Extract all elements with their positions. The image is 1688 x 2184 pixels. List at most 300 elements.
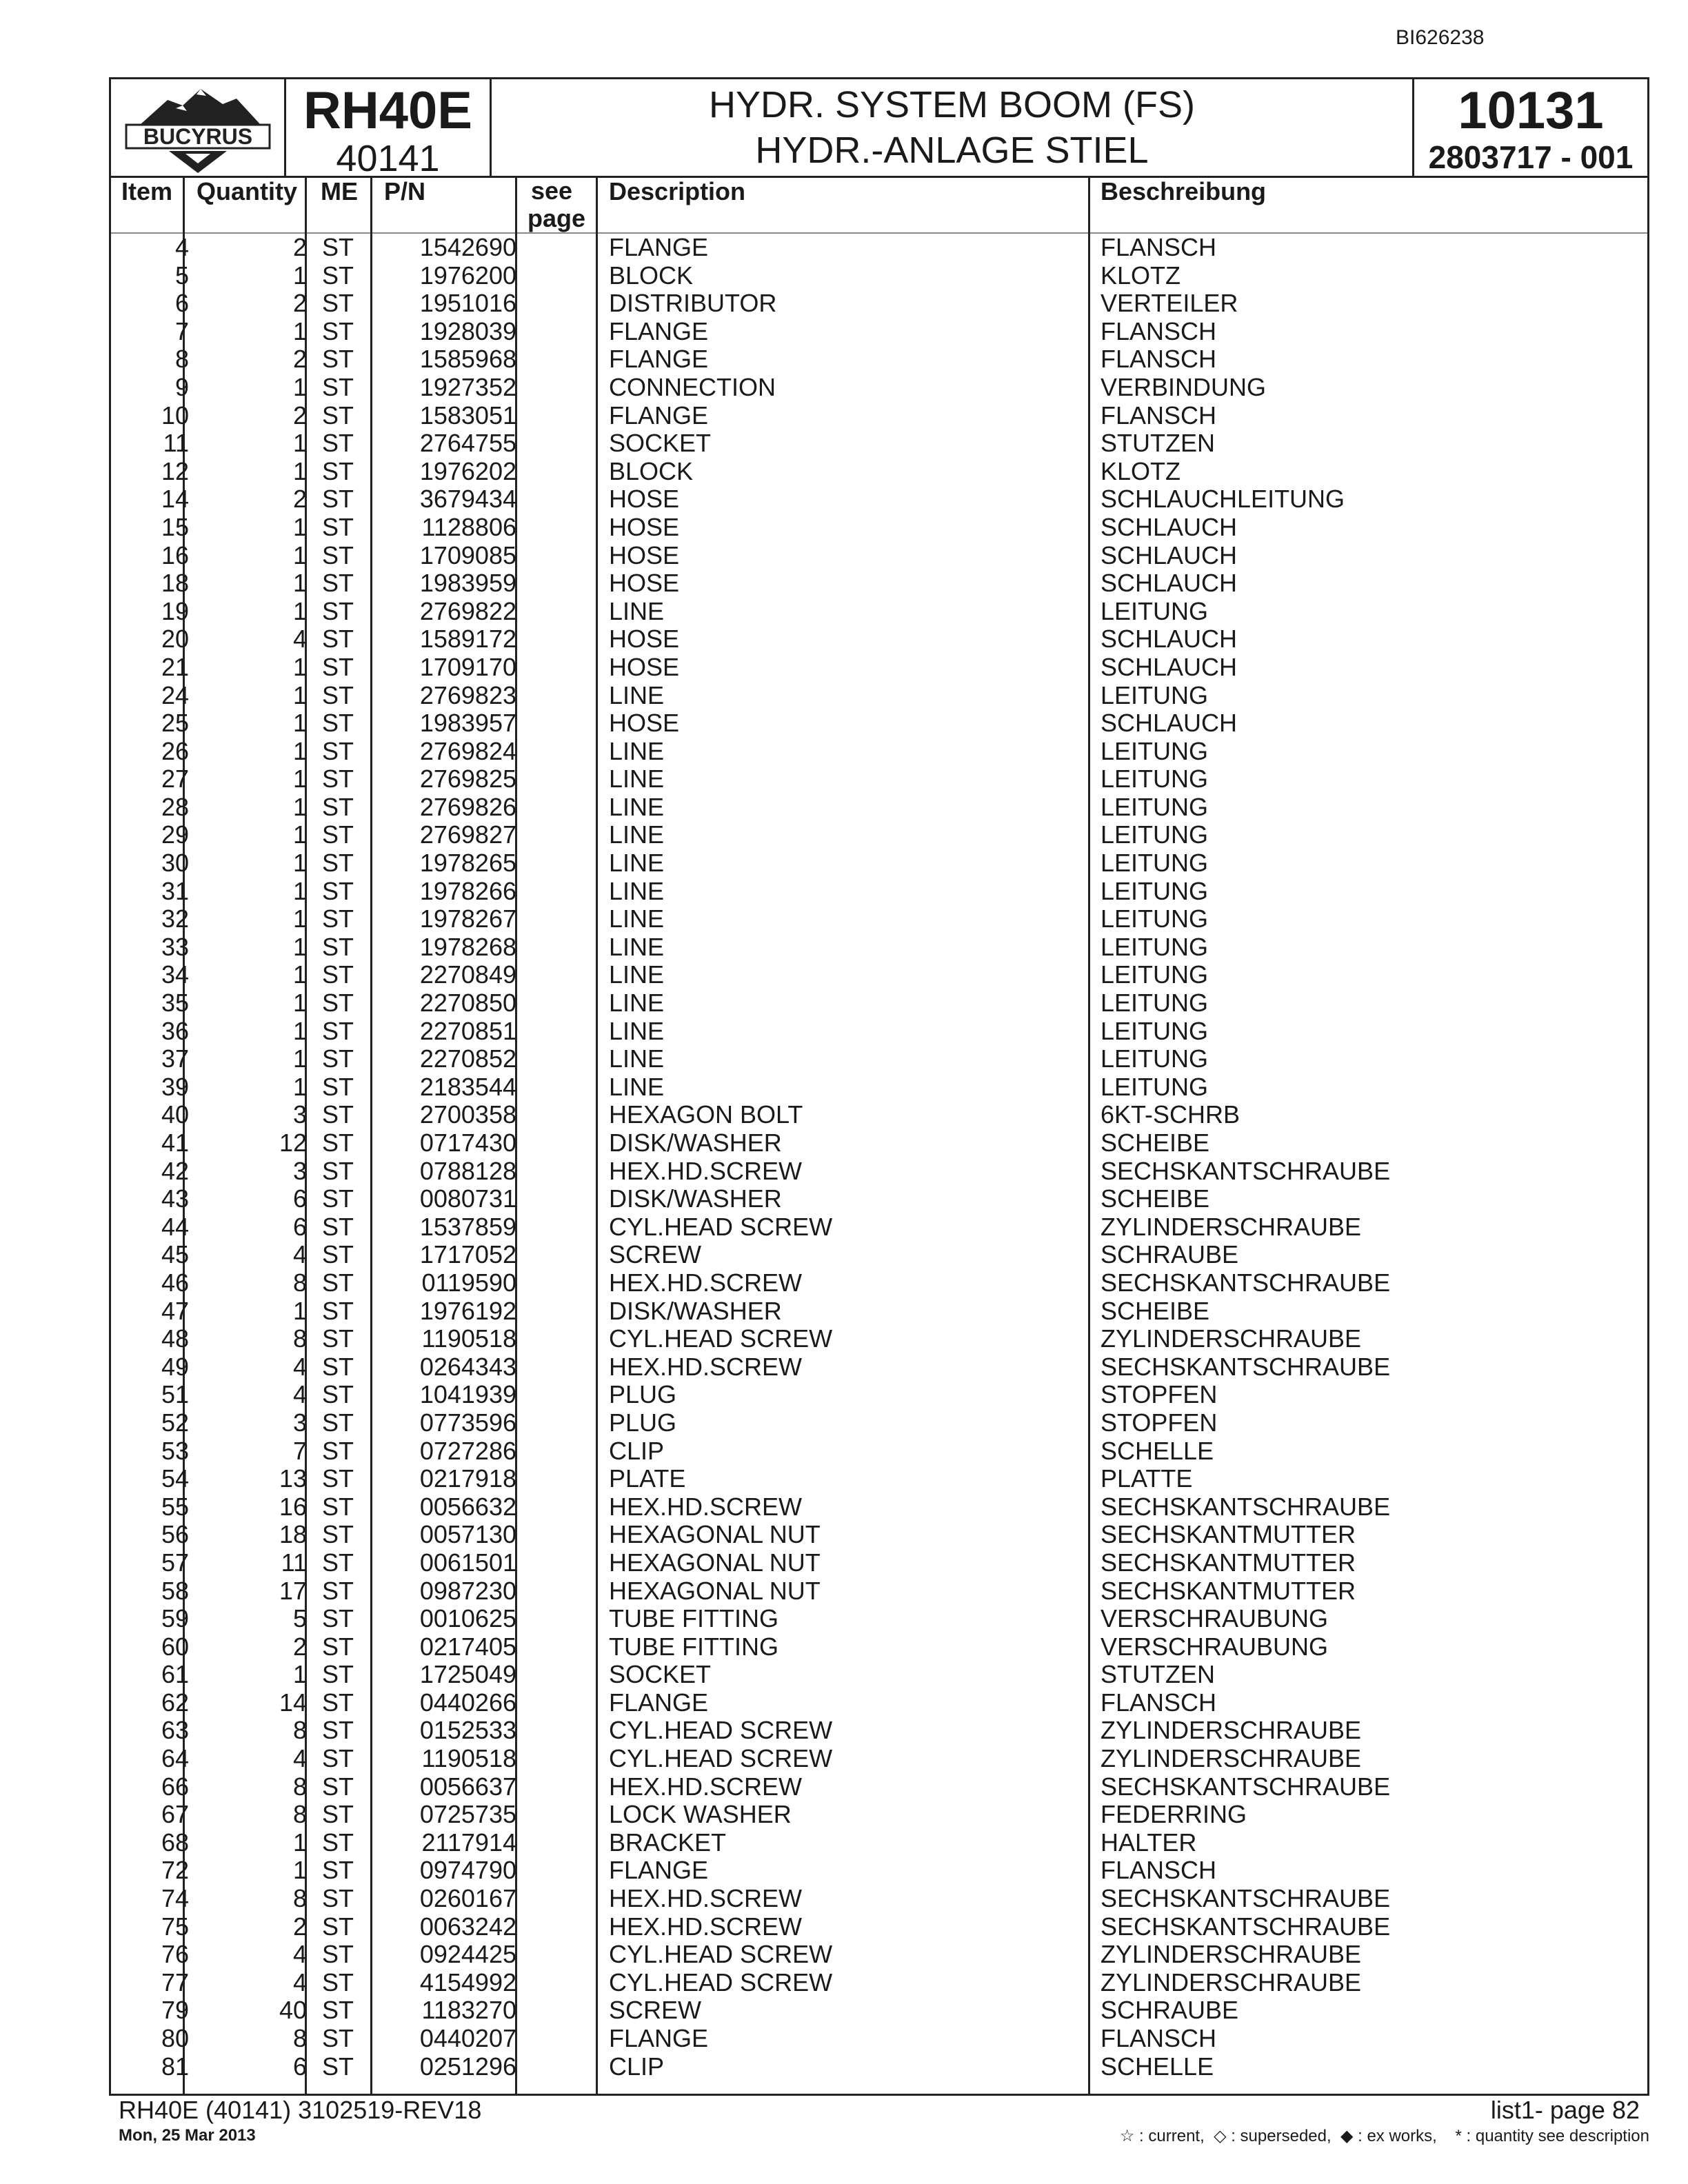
cell-beschreibung: ZYLINDERSCHRAUBE — [1101, 1744, 1362, 1773]
cell-description: LINE — [609, 989, 665, 1018]
cell-description: LINE — [609, 932, 665, 961]
table-row — [111, 1073, 1647, 1102]
cell-pn: 1709170 — [419, 652, 516, 681]
cell-me: ST — [322, 1828, 354, 1857]
cell-beschreibung: SECHSKANTMUTTER — [1101, 1576, 1356, 1605]
cell-beschreibung: LEITUNG — [1101, 1016, 1209, 1045]
cell-beschreibung: FLANSCH — [1101, 401, 1217, 429]
cell-quantity: 4 — [292, 1380, 307, 1409]
table-row — [111, 821, 1647, 849]
cell-item: 37 — [161, 1044, 189, 1073]
cell-pn: 1976202 — [419, 456, 516, 485]
cell-me: ST — [322, 876, 354, 905]
cell-me: ST — [322, 1324, 354, 1353]
cell-me: ST — [322, 1800, 354, 1829]
cell-item: 14 — [161, 485, 189, 514]
cell-beschreibung: LEITUNG — [1101, 932, 1209, 961]
cell-beschreibung: SECHSKANTSCHRAUBE — [1101, 1912, 1391, 1941]
cell-beschreibung: FLANSCH — [1101, 2024, 1217, 2052]
cell-quantity: 1 — [292, 765, 307, 793]
cell-quantity: 2 — [292, 1912, 307, 1941]
cell-me: ST — [322, 1548, 354, 1577]
table-row — [111, 849, 1647, 878]
table-row — [111, 1325, 1647, 1353]
table-row — [111, 738, 1647, 766]
cell-pn: 1589172 — [419, 625, 516, 654]
cell-item: 48 — [161, 1324, 189, 1353]
cell-quantity: 16 — [279, 1492, 307, 1521]
cell-pn: 1983957 — [419, 709, 516, 738]
table-row — [111, 1465, 1647, 1493]
cell-me: ST — [322, 849, 354, 878]
cell-pn: 2769826 — [419, 792, 516, 821]
cell-item: 15 — [161, 512, 189, 541]
table-row — [111, 374, 1647, 402]
cell-description: HEXAGON BOLT — [609, 1100, 803, 1129]
column-header-quantity: Quantity — [197, 177, 298, 205]
column-header-description: Description — [609, 177, 746, 205]
cell-description: LINE — [609, 849, 665, 878]
cell-beschreibung: ZYLINDERSCHRAUBE — [1101, 1968, 1362, 1996]
legend-ex-works: : ex works, — [1358, 2127, 1437, 2145]
cell-item: 24 — [161, 680, 189, 709]
parts-table-body — [111, 234, 1647, 2081]
cell-quantity: 2 — [292, 485, 307, 514]
cell-item: 72 — [161, 1856, 189, 1885]
cell-pn: 1717052 — [419, 1240, 516, 1269]
cell-description: LOCK WASHER — [609, 1800, 792, 1829]
cell-description: CYL.HEAD SCREW — [609, 1968, 833, 1996]
cell-beschreibung: HALTER — [1101, 1828, 1197, 1857]
cell-item: 51 — [161, 1380, 189, 1409]
cell-quantity: 1 — [292, 989, 307, 1018]
cell-description: HOSE — [609, 709, 680, 738]
cell-me: ST — [322, 429, 354, 458]
cell-description: BLOCK — [609, 261, 694, 290]
table-row — [111, 765, 1647, 793]
cell-beschreibung: LEITUNG — [1101, 596, 1209, 625]
cell-beschreibung: SECHSKANTSCHRAUBE — [1101, 1156, 1391, 1185]
table-row — [111, 1101, 1647, 1129]
cell-me: ST — [322, 233, 354, 261]
table-row — [111, 1577, 1647, 1606]
cell-pn: 1542690 — [419, 233, 516, 261]
cell-item: 81 — [161, 2052, 189, 2081]
cell-pn: 1976192 — [419, 1296, 516, 1325]
cell-me: ST — [322, 1184, 354, 1213]
cell-me: ST — [322, 1912, 354, 1941]
table-row — [111, 234, 1647, 262]
table-row — [111, 1297, 1647, 1326]
cell-item: 45 — [161, 1240, 189, 1269]
cell-pn: 2769824 — [419, 736, 516, 765]
cell-me: ST — [322, 1940, 354, 1969]
cell-description: HEX.HD.SCREW — [609, 1268, 803, 1297]
cell-beschreibung: KLOTZ — [1101, 261, 1181, 290]
cell-description: FLANGE — [609, 401, 709, 429]
legend-quantity-note: * : quantity see description — [1455, 2127, 1649, 2145]
cell-description: HEXAGONAL NUT — [609, 1548, 821, 1577]
cell-me: ST — [322, 1044, 354, 1073]
page-title-de: HYDR.-ANLAGE STIEL — [755, 130, 1149, 171]
cell-description: LINE — [609, 792, 665, 821]
cell-quantity: 2 — [292, 289, 307, 318]
table-row — [111, 1745, 1647, 1773]
cell-quantity: 3 — [292, 1408, 307, 1437]
cell-item: 10 — [161, 401, 189, 429]
cell-item: 7 — [174, 316, 189, 345]
cell-description: HOSE — [609, 569, 680, 598]
cell-quantity: 1 — [292, 540, 307, 569]
cell-item: 74 — [161, 1884, 189, 1913]
cell-pn: 1585968 — [419, 345, 516, 374]
cell-pn: 0987230 — [419, 1576, 516, 1605]
cell-quantity: 40 — [279, 1996, 307, 2025]
cell-me: ST — [322, 1072, 354, 1101]
footer-legend — [1120, 2126, 1649, 2146]
cell-item: 16 — [161, 540, 189, 569]
cell-description: CONNECTION — [609, 372, 776, 401]
table-row — [111, 2025, 1647, 2053]
cell-me: ST — [322, 1884, 354, 1913]
cell-beschreibung: LEITUNG — [1101, 765, 1209, 793]
cell-beschreibung: FLANSCH — [1101, 1856, 1217, 1885]
table-row — [111, 1801, 1647, 1829]
cell-quantity: 1 — [292, 904, 307, 933]
cell-pn: 0717430 — [419, 1129, 516, 1157]
cell-beschreibung: LEITUNG — [1101, 960, 1209, 989]
cell-quantity: 14 — [279, 1688, 307, 1717]
cell-me: ST — [322, 652, 354, 681]
cell-pn: 1976200 — [419, 261, 516, 290]
table-row — [111, 1129, 1647, 1157]
title-cell — [492, 79, 1414, 176]
cell-pn: 1978266 — [419, 876, 516, 905]
cell-description: SOCKET — [609, 1660, 712, 1689]
cell-item: 31 — [161, 876, 189, 905]
cell-me: ST — [322, 1268, 354, 1297]
table-row — [111, 1269, 1647, 1297]
cell-item: 42 — [161, 1156, 189, 1185]
table-row — [111, 682, 1647, 710]
cell-quantity: 11 — [281, 1548, 307, 1577]
cell-quantity: 1 — [292, 876, 307, 905]
cell-description: LINE — [609, 820, 665, 849]
cell-beschreibung: FLANSCH — [1101, 233, 1217, 261]
parts-sheet — [109, 77, 1649, 2096]
cell-quantity: 17 — [279, 1576, 307, 1605]
cell-beschreibung: SCHEIBE — [1101, 1129, 1210, 1157]
cell-quantity: 1 — [292, 1856, 307, 1885]
cell-quantity: 3 — [292, 1100, 307, 1129]
cell-pn: 0725735 — [419, 1800, 516, 1829]
cell-me: ST — [322, 456, 354, 485]
table-row — [111, 961, 1647, 989]
cell-item: 56 — [161, 1520, 189, 1549]
cell-me: ST — [322, 1240, 354, 1269]
table-row — [111, 625, 1647, 654]
cell-description: LINE — [609, 680, 665, 709]
cell-me: ST — [322, 1604, 354, 1633]
cell-me: ST — [322, 512, 354, 541]
cell-item: 46 — [161, 1268, 189, 1297]
column-header-beschreibung: Beschreibung — [1101, 177, 1267, 205]
cell-pn: 0061501 — [419, 1548, 516, 1577]
table-row — [111, 598, 1647, 626]
cell-me: ST — [322, 1100, 354, 1129]
table-row — [111, 793, 1647, 822]
cell-pn: 0974790 — [419, 1856, 516, 1885]
cell-me: ST — [322, 1660, 354, 1689]
cell-pn: 0217405 — [419, 1632, 516, 1661]
table-row — [111, 1213, 1647, 1242]
cell-me: ST — [322, 1016, 354, 1045]
table-row — [111, 1493, 1647, 1521]
cell-description: HOSE — [609, 540, 680, 569]
cell-me: ST — [322, 569, 354, 598]
cell-item: 27 — [161, 765, 189, 793]
cell-item: 49 — [161, 1352, 189, 1381]
cell-description: HEXAGONAL NUT — [609, 1520, 821, 1549]
cell-item: 52 — [161, 1408, 189, 1437]
cell-beschreibung: STOPFEN — [1101, 1380, 1218, 1409]
cell-pn: 1183270 — [421, 1996, 516, 2025]
cell-quantity: 2 — [292, 401, 307, 429]
cell-beschreibung: KLOTZ — [1101, 456, 1181, 485]
cell-description: PLUG — [609, 1408, 677, 1437]
cell-description: HOSE — [609, 485, 680, 514]
cell-me: ST — [322, 401, 354, 429]
cell-item: 5 — [174, 261, 189, 290]
table-row — [111, 2053, 1647, 2081]
table-row — [111, 1633, 1647, 1661]
cell-quantity: 4 — [292, 625, 307, 654]
cell-me: ST — [322, 1632, 354, 1661]
cell-description: HOSE — [609, 652, 680, 681]
cell-description: TUBE FITTING — [609, 1632, 778, 1661]
cell-description: CLIP — [609, 1436, 665, 1465]
cell-pn: 2700358 — [419, 1100, 516, 1129]
cell-beschreibung: 6KT-SCHRB — [1101, 1100, 1240, 1129]
cell-description: LINE — [609, 960, 665, 989]
cell-pn: 1927352 — [419, 372, 516, 401]
cell-beschreibung: STOPFEN — [1101, 1408, 1218, 1437]
cell-item: 19 — [161, 596, 189, 625]
cell-item: 76 — [161, 1940, 189, 1969]
cell-me: ST — [322, 2024, 354, 2052]
cell-item: 21 — [161, 652, 189, 681]
table-row — [111, 1241, 1647, 1269]
cell-beschreibung: SCHLAUCH — [1101, 709, 1238, 738]
cell-description: LINE — [609, 736, 665, 765]
cell-item: 64 — [161, 1744, 189, 1773]
cell-beschreibung: LEITUNG — [1101, 1044, 1209, 1073]
table-row — [111, 1857, 1647, 1885]
cell-pn: 2769823 — [419, 680, 516, 709]
cell-beschreibung: SECHSKANTSCHRAUBE — [1101, 1352, 1391, 1381]
cell-me: ST — [322, 989, 354, 1018]
cell-pn: 2270850 — [419, 989, 516, 1018]
cell-me: ST — [322, 1968, 354, 1996]
cell-quantity: 6 — [292, 1184, 307, 1213]
diamond-outline-icon: ◇ — [1209, 2127, 1227, 2145]
table-row — [111, 1549, 1647, 1577]
cell-item: 53 — [161, 1436, 189, 1465]
cell-me: ST — [322, 345, 354, 374]
cell-item: 40 — [161, 1100, 189, 1129]
table-row — [111, 1437, 1647, 1466]
table-row — [111, 989, 1647, 1018]
table-row — [111, 429, 1647, 458]
cell-quantity: 1 — [292, 261, 307, 290]
cell-item: 62 — [161, 1688, 189, 1717]
table-row — [111, 1941, 1647, 1969]
table-row — [111, 458, 1647, 486]
cell-me: ST — [322, 960, 354, 989]
cell-me: ST — [322, 1408, 354, 1437]
cell-description: CYL.HEAD SCREW — [609, 1744, 833, 1773]
cell-pn: 1583051 — [419, 401, 516, 429]
cell-beschreibung: SCHELLE — [1101, 2052, 1214, 2081]
cell-beschreibung: VERSCHRAUBUNG — [1101, 1632, 1329, 1661]
cell-beschreibung: SECHSKANTSCHRAUBE — [1101, 1268, 1391, 1297]
cell-beschreibung: ZYLINDERSCHRAUBE — [1101, 1324, 1362, 1353]
column-header-pn: P/N — [384, 177, 426, 205]
cell-description: HEX.HD.SCREW — [609, 1156, 803, 1185]
table-row — [111, 1969, 1647, 1997]
logo-cell — [111, 79, 286, 176]
cell-beschreibung: VERBINDUNG — [1101, 372, 1267, 401]
cell-description: LINE — [609, 1016, 665, 1045]
cell-pn: 1128806 — [421, 512, 516, 541]
cell-pn: 1190518 — [421, 1744, 516, 1773]
table-row — [111, 1157, 1647, 1186]
bucyrus-logo — [119, 85, 277, 174]
cell-beschreibung: SCHRAUBE — [1101, 1240, 1239, 1269]
cell-description: CYL.HEAD SCREW — [609, 1324, 833, 1353]
cell-pn: 0152533 — [419, 1716, 516, 1745]
cell-pn: 0063242 — [419, 1912, 516, 1941]
star-icon: ☆ — [1119, 2127, 1135, 2145]
cell-beschreibung: SCHLAUCH — [1101, 569, 1238, 598]
cell-beschreibung: SCHEIBE — [1101, 1184, 1210, 1213]
cell-beschreibung: STUTZEN — [1101, 1660, 1215, 1689]
page-title-en: HYDR. SYSTEM BOOM (FS) — [708, 84, 1196, 125]
cell-quantity: 1 — [292, 932, 307, 961]
cell-description: CYL.HEAD SCREW — [609, 1940, 833, 1969]
cell-me: ST — [322, 625, 354, 654]
cell-description: HEX.HD.SCREW — [609, 1884, 803, 1913]
cell-quantity: 1 — [292, 792, 307, 821]
cell-description: LINE — [609, 1044, 665, 1073]
cell-pn: 2270852 — [419, 1044, 516, 1073]
cell-beschreibung: SCHLAUCH — [1101, 512, 1238, 541]
cell-quantity: 1 — [292, 569, 307, 598]
cell-quantity: 1 — [292, 1296, 307, 1325]
cell-beschreibung: SECHSKANTMUTTER — [1101, 1548, 1356, 1577]
table-row — [111, 709, 1647, 738]
cell-item: 29 — [161, 820, 189, 849]
cell-item: 58 — [161, 1576, 189, 1605]
cell-description: FLANGE — [609, 345, 709, 374]
cell-pn: 0251296 — [419, 2052, 516, 2081]
table-row — [111, 905, 1647, 933]
cell-quantity: 7 — [292, 1436, 307, 1465]
cell-quantity: 4 — [292, 1940, 307, 1969]
cell-item: 4 — [174, 233, 189, 261]
cell-item: 34 — [161, 960, 189, 989]
cell-item: 11 — [163, 429, 189, 458]
cell-quantity: 8 — [292, 1716, 307, 1745]
cell-beschreibung: SECHSKANTMUTTER — [1101, 1520, 1356, 1549]
cell-description: HOSE — [609, 625, 680, 654]
cell-me: ST — [322, 1352, 354, 1381]
cell-description: LINE — [609, 596, 665, 625]
cell-beschreibung: SECHSKANTSCHRAUBE — [1101, 1492, 1391, 1521]
cell-description: SCREW — [609, 1240, 701, 1269]
cell-me: ST — [322, 932, 354, 961]
cell-item: 75 — [161, 1912, 189, 1941]
cell-me: ST — [322, 1576, 354, 1605]
cell-me: ST — [322, 372, 354, 401]
table-row — [111, 933, 1647, 962]
cell-quantity: 8 — [292, 1884, 307, 1913]
cell-item: 39 — [161, 1072, 189, 1101]
cell-description: PLUG — [609, 1380, 677, 1409]
cell-pn: 1190518 — [421, 1324, 516, 1353]
cell-pn: 1978267 — [419, 904, 516, 933]
cell-me: ST — [322, 1296, 354, 1325]
cell-beschreibung: LEITUNG — [1101, 1072, 1209, 1101]
cell-pn: 0056632 — [419, 1492, 516, 1521]
column-header-see-page: see page — [528, 176, 586, 232]
cell-beschreibung: ZYLINDERSCHRAUBE — [1101, 1716, 1362, 1745]
cell-pn: 2183544 — [419, 1072, 516, 1101]
cell-beschreibung: FEDERRING — [1101, 1800, 1247, 1829]
table-row — [111, 654, 1647, 682]
cell-pn: 1709085 — [419, 540, 516, 569]
cell-quantity: 6 — [292, 1212, 307, 1241]
cell-description: HEX.HD.SCREW — [609, 1912, 803, 1941]
cell-beschreibung: SECHSKANTSCHRAUBE — [1101, 1772, 1391, 1801]
cell-item: 28 — [161, 792, 189, 821]
cell-item: 41 — [161, 1129, 189, 1157]
cell-quantity: 1 — [292, 736, 307, 765]
cell-quantity: 4 — [292, 1744, 307, 1773]
cell-quantity: 1 — [292, 680, 307, 709]
cell-quantity: 1 — [292, 820, 307, 849]
cell-pn: 0773596 — [419, 1408, 516, 1437]
cell-pn: 1928039 — [419, 316, 516, 345]
cell-beschreibung: SCHLAUCHLEITUNG — [1101, 485, 1345, 514]
cell-pn: 1978265 — [419, 849, 516, 878]
cell-quantity: 1 — [292, 1828, 307, 1857]
model-serial: 40141 — [336, 138, 440, 179]
cell-beschreibung: ZYLINDERSCHRAUBE — [1101, 1212, 1362, 1241]
cell-quantity: 4 — [292, 1968, 307, 1996]
cell-pn: 0057130 — [419, 1520, 516, 1549]
cell-quantity: 1 — [292, 596, 307, 625]
cell-me: ST — [322, 485, 354, 514]
cell-quantity: 18 — [279, 1520, 307, 1549]
cell-description: HOSE — [609, 512, 680, 541]
table-row — [111, 1773, 1647, 1801]
cell-me: ST — [322, 1688, 354, 1717]
cell-description: LINE — [609, 1072, 665, 1101]
cell-beschreibung: FLANSCH — [1101, 1688, 1217, 1717]
cell-pn: 0119590 — [421, 1268, 516, 1297]
cell-beschreibung: SCHLAUCH — [1101, 540, 1238, 569]
